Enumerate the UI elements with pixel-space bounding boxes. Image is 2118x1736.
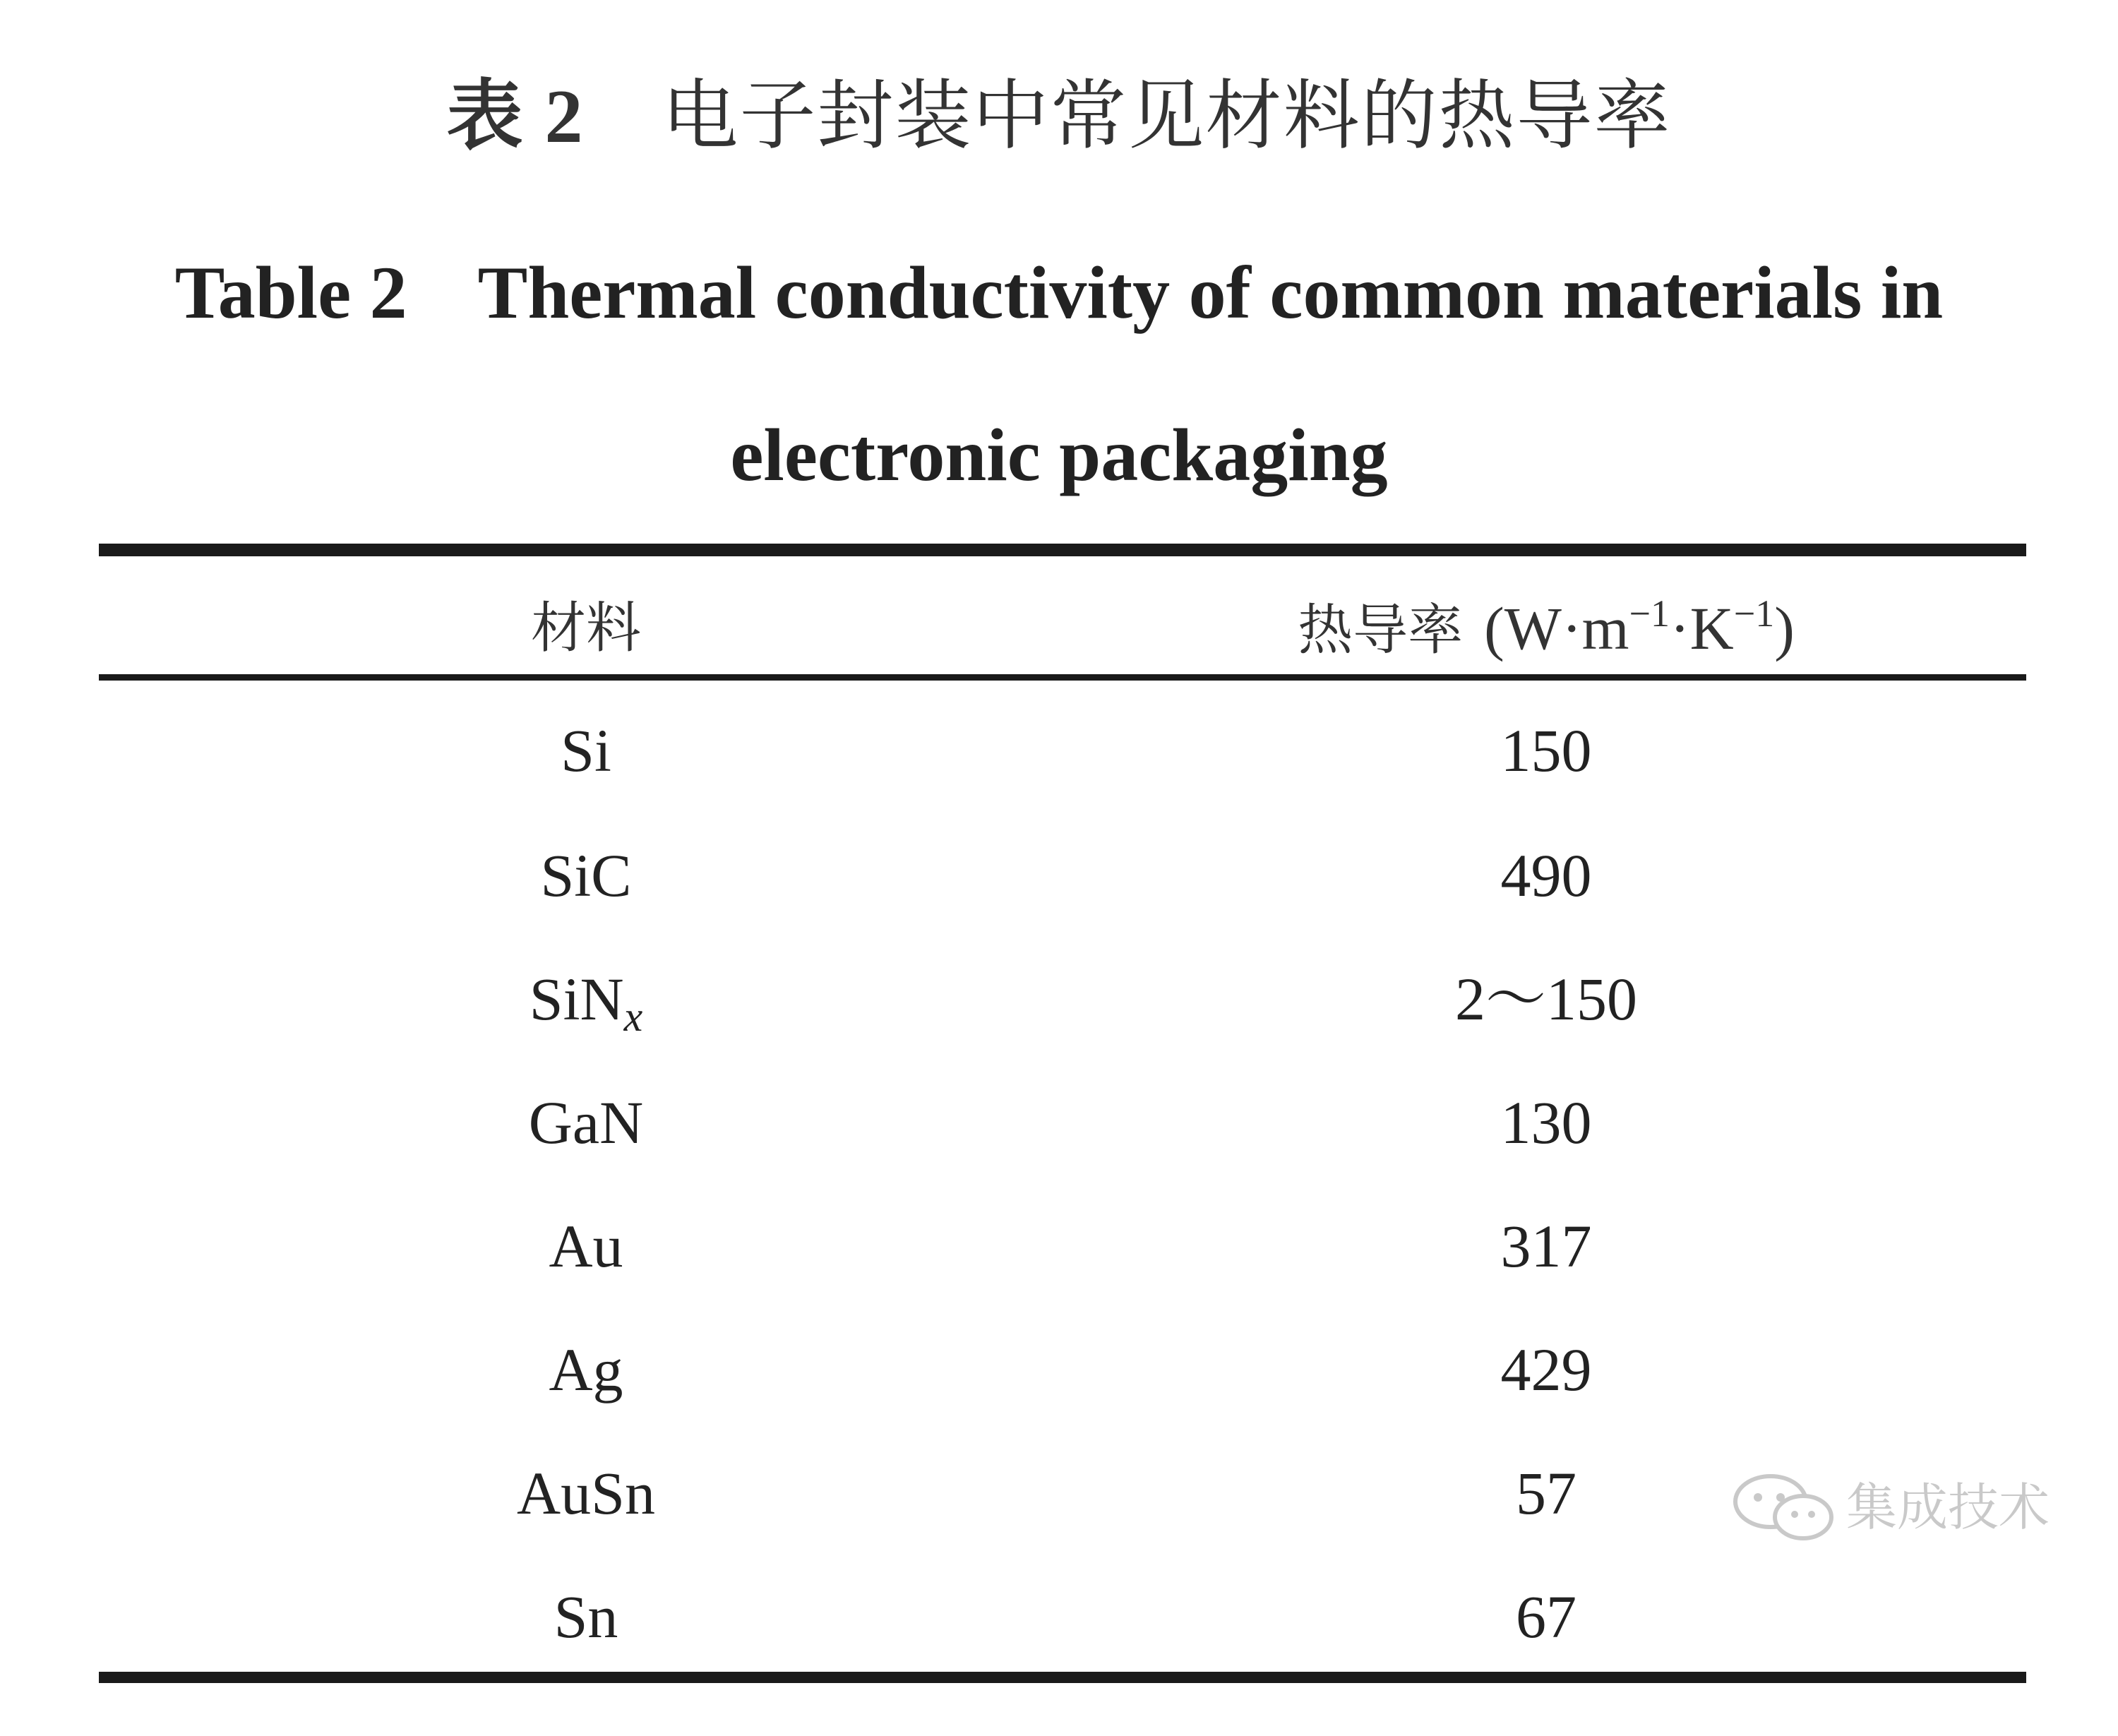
table-title-en-line1: Thermal conductivity of common materials in xyxy=(477,251,1944,334)
row-3-material-subscript: x xyxy=(623,993,643,1040)
row-4-value: 130 xyxy=(1500,1089,1592,1156)
unit-wm: (W·m xyxy=(1484,594,1629,662)
table-top-rule xyxy=(99,544,2026,556)
row-5-material: Au xyxy=(549,1212,623,1280)
row-2-value: 490 xyxy=(1500,842,1592,909)
header-unit xyxy=(1484,594,1795,662)
wechat-icon xyxy=(1730,1472,1836,1543)
unit-k: ·K xyxy=(1669,594,1734,662)
unit-exp-m: −1 xyxy=(1629,592,1670,635)
row-6-value: 429 xyxy=(1500,1336,1592,1403)
watermark-text: 集成技术 xyxy=(1846,1478,2050,1537)
table-caption-cn xyxy=(0,67,2118,166)
table-title-en-line2: electronic packaging xyxy=(730,414,1388,496)
header-conductivity-label: 热导率 xyxy=(1298,599,1464,662)
row-7-value: 57 xyxy=(1516,1459,1576,1527)
header-conductivity xyxy=(1264,586,1829,671)
unit-close: ) xyxy=(1774,594,1795,662)
row-7-material: AuSn xyxy=(517,1459,655,1527)
row-5-value: 317 xyxy=(1500,1212,1592,1280)
row-3-material xyxy=(304,957,868,1041)
row-1-value: 150 xyxy=(1500,717,1592,784)
row-3-value: 2～150 xyxy=(1455,965,1637,1033)
header-material: 材料 xyxy=(530,597,641,660)
table-label-cn: 表 2 xyxy=(446,75,585,159)
table-caption-en xyxy=(106,212,2012,537)
table-title-cn: 电子封装中常见材料的热导率 xyxy=(662,72,1672,160)
row-6-material: Ag xyxy=(549,1336,623,1403)
row-8-material: Sn xyxy=(554,1583,618,1651)
table-header-rule xyxy=(99,674,2026,681)
row-1-material: Si xyxy=(561,717,611,784)
row-2-material: SiC xyxy=(540,842,632,909)
row-3-material-base: SiN xyxy=(529,965,624,1033)
row-4-material: GaN xyxy=(528,1089,644,1156)
watermark xyxy=(1730,1465,2083,1550)
table-bottom-rule xyxy=(99,1672,2026,1683)
table-label-en: Table 2 xyxy=(174,251,407,334)
unit-exp-k: −1 xyxy=(1733,592,1775,635)
row-8-value: 67 xyxy=(1516,1583,1576,1651)
